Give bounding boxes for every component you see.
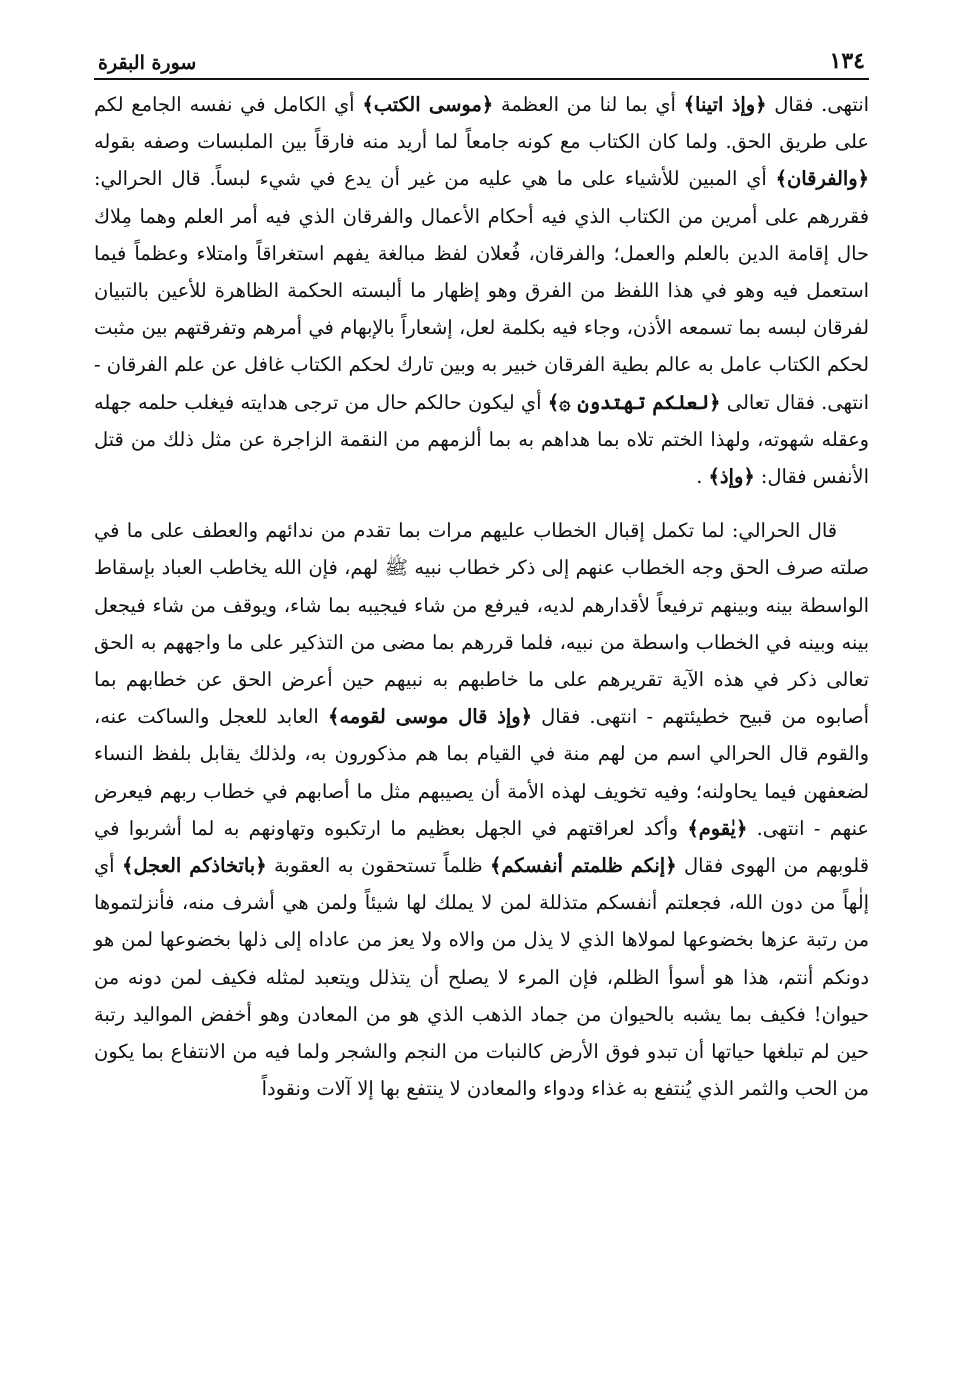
- text-run: ظلماً تستحقون به العقوبة: [266, 854, 491, 878]
- text-run: انتهى. فقال: [766, 93, 869, 116]
- quran-quote: ﴿ يٰقوم ﴾: [687, 817, 747, 840]
- quran-quote: ﴿ إنكم ظلمتم أنفسكم ﴾: [490, 854, 677, 877]
- text-run: أي ليكون حالكم حال من ترجى هدايته فيغلب حلمه جهله وعقله شهوته، ولهذا الختم تلاه بما هداهم به بما ألزمهم من النقمة الزاجرة عن مثل ذلك من قتل الأنفس فقال:: [94, 390, 869, 489]
- text-run: وأكد لعراقتهم في الجهل بعظيم ما ارتكبوه وتهاونهم به لما أشربوا في قلوبهم من الهوى فقال: [94, 816, 869, 878]
- book-page: [94, 40, 869, 1107]
- quran-quote: ﴿ والفرقان ﴾: [776, 167, 869, 190]
- page-number: ١٣٤: [829, 48, 865, 74]
- paragraph-2: [94, 512, 869, 1107]
- quran-quote: ﴿ وإذ اتينا ﴾: [684, 93, 767, 116]
- running-header: [94, 40, 869, 80]
- text-run: أي إلٰهاً من دون الله، فجعلتم أنفسكم متذللة لمن لا يملك لها شيئاً ولمن هي أشرف منه، فأنزلتموها من رتبة عزها بخضوعها لمولاها الذي لا يذل من والاه ولا يعز من عاداه إلى ذلها بخضوعها لمن هو دونكم أنتم، هذا هو أسوأ الظلم، فإن المرء لا يصلح أن يتذلل ويتعبد لمثله فكيف لمن دونه من حيوان! فكيف بما يشبه بالحيوان من جماد الذهب الذي هو من المعادن وهو أخفض المواليد رتبة حين لم تبلغها حياتها أن تبدو فوق الأرض كالنبات من النجم والشجر ولما فيه من الانتفاع بما يكون من الحب والثمر الذي يُنتفع به غذاء ودواء والمعادن لا ينتفع بها إلا آلات ونقوداً: [94, 854, 869, 1101]
- text-run: أي المبين للأشياء على ما هي عليه من غير أن يدع في شيء لبساً. قال الحرالي: فقررهم على أمرين من الكتاب الذي فيه أحكام الأعمال والفرقان الذي فيه أمر العلم وهما مِلاك حال إقامة الدين بالعلم والعمل؛ والفرقان، فُعلان لفظ مبالغة يفهم استغراقاً وامتلاء وعظماً فيما استعمل فيه وهو في هذا اللفظ من الفرق وهو إظهار ما ألبسته الحكمة الظاهرة للأعين بالتبيان لفرقان لبسه بما تسمعه الأذن، وجاء فيه بكلمة لعل، إشعاراً بالإبهام في أمرهم وتفرقتهم بين مثبت لحكم الكتاب عامل به عالم بطية الفرقان خبير به وبين تارك لحكم الكتاب غافل عن علم الفرقان - انتهى. فقال تعالى: [94, 167, 869, 414]
- quran-quote: ﴿ موسى الكتب ﴾: [362, 93, 493, 116]
- paragraph-1: [94, 86, 869, 495]
- surah-title: سورة البقرة: [98, 52, 197, 74]
- text-run: قال الحرالي: لما تكمل إقبال الخطاب عليهم مرات بما تقدم من ندائهم والعطف على ما في صلته صرف الحق وجه الخطاب عنهم إلى ذكر خطاب نبيه ﷺ لهم، فإن الله يخاطب العباد بإسقاط الواسطة بينه وبينهم ترفيعاً لأقدارهم لديه، فيرفع من شاء فيجيبه بما شاء، ويوقف من شاء فيجعل بينه وبينه في الخطاب واسطة من نبيه، فلما قررهم بما مضى من التذكير على ما واجههم به الحق تعالى ذكر في هذه الآية تقريرهم على ما خاطبهم به نبيهم حين أعرض الحق عن خطابهم بما أصابوه من قبيح خطيئتهم - انتهى. فقال: [94, 519, 870, 729]
- quran-quote: ﴿ لعلكم تهتدون ۞ ﴾: [548, 391, 721, 414]
- quran-quote: ﴿ باتخاذكم العجل ﴾: [122, 854, 267, 877]
- text-run: أي الكامل في نفسه الجامع لكم على طريق الحق. ولما كان الكتاب مع كونه جامعاً لما أريد منه فارقاً بين الملبسات وصفه بقوله: [94, 93, 869, 154]
- body-text: [94, 86, 869, 1107]
- text-run: العابد للعجل والساكت عنه، والقوم قال الحرالي اسم من لهم منة في القيام بما هم مذكورون به، ولذلك يقابل بلفظ النساء لضعفهن فيما يحاولنه؛ وفيه تخويف لهذه الأمة أن يصيبهم مثل ما أصابهم في خطاب ربهم فيعرض عنهم - انتهى.: [94, 705, 869, 840]
- text-run: أي بما لنا من العظمة: [493, 93, 684, 116]
- quran-quote: ﴿ وإذ قال موسى لقومه ﴾: [328, 705, 532, 728]
- quran-quote: ﴿ وإذ ﴾: [709, 465, 755, 488]
- text-run: .: [696, 465, 709, 489]
